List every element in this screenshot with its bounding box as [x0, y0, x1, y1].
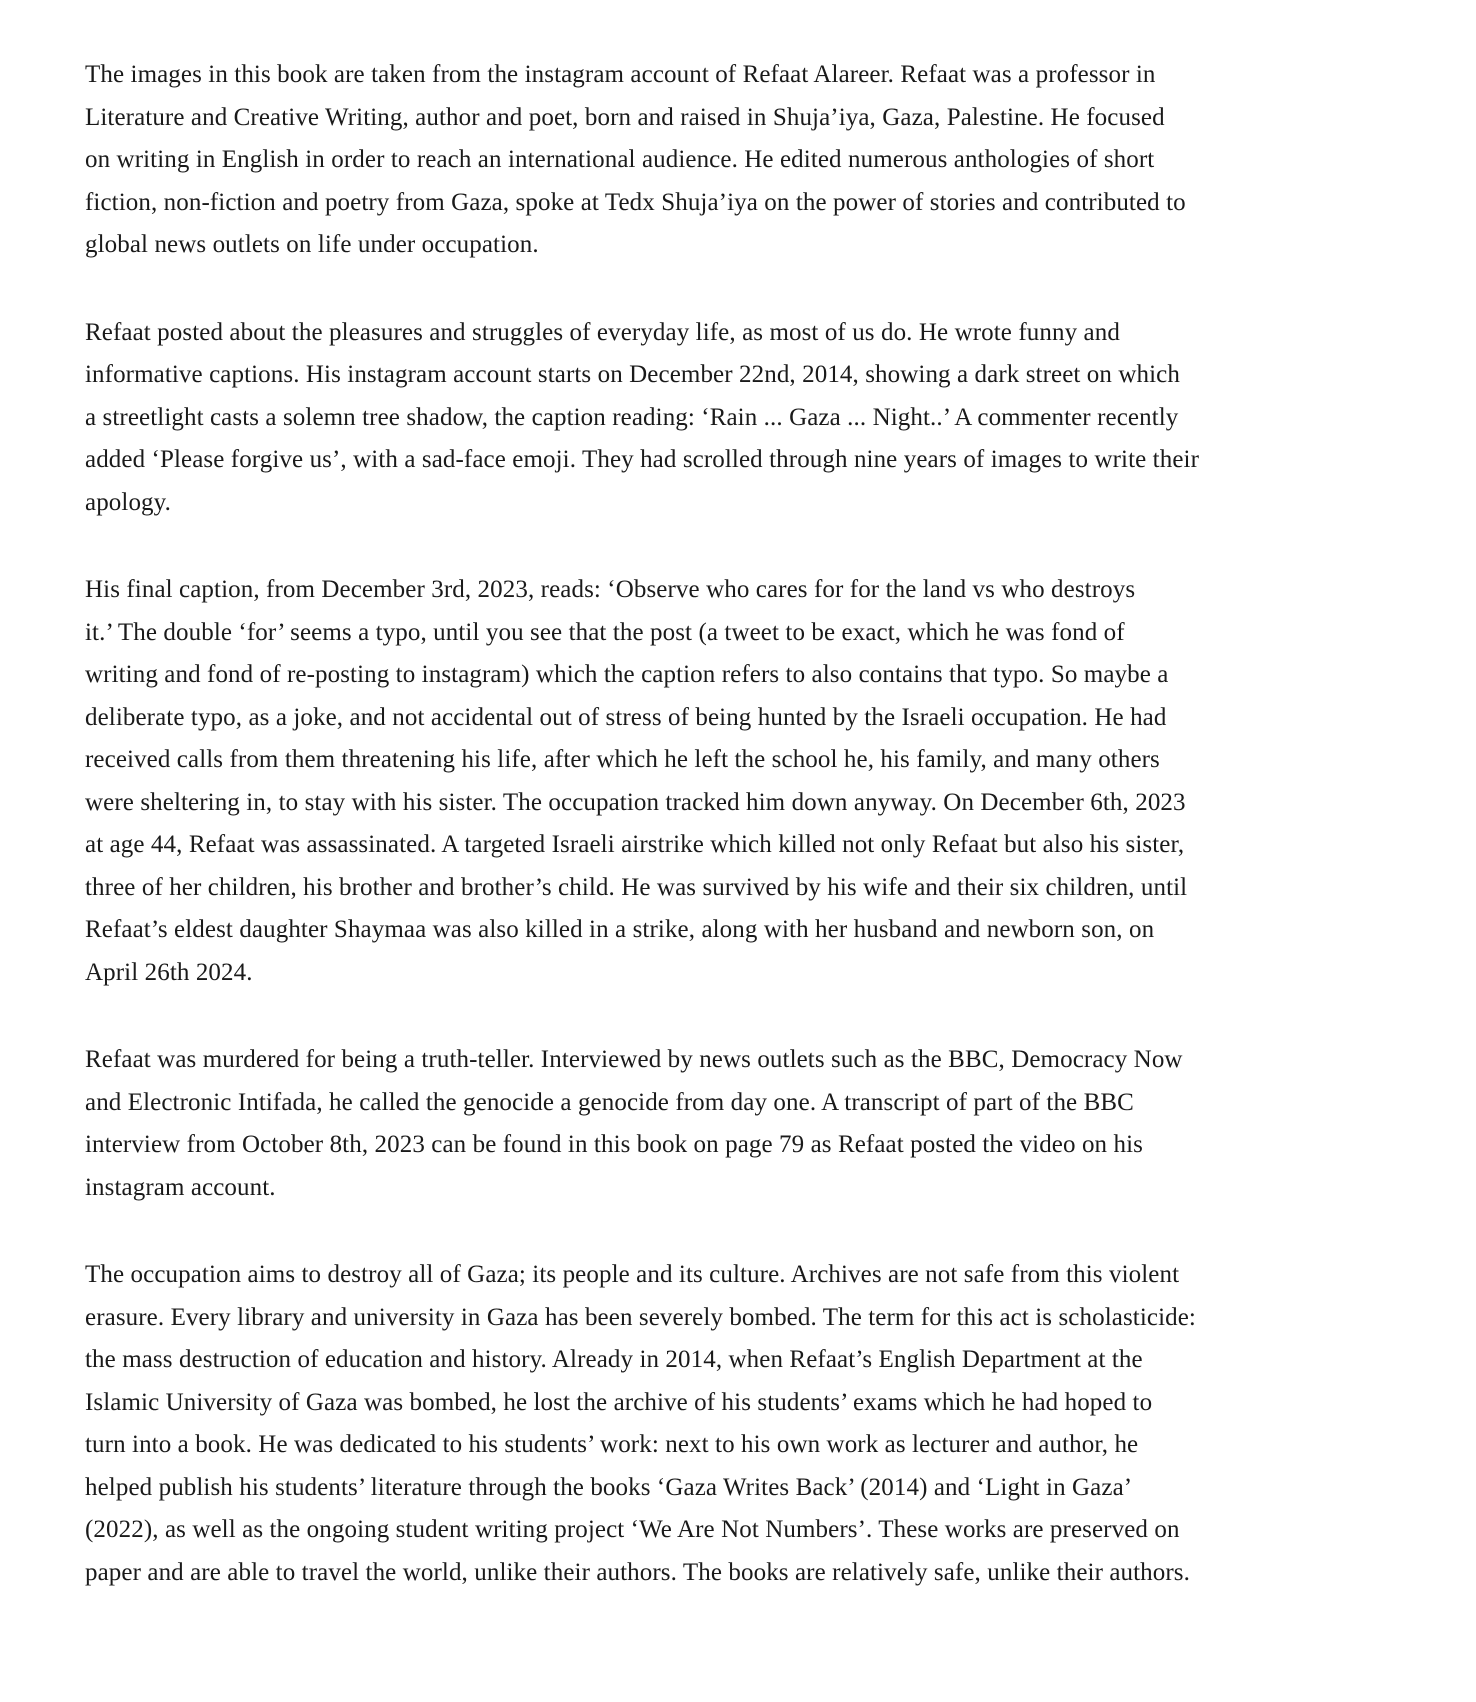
text-line: and Electronic Intifada, he called the genocide a genocide from day one. A transcript of part of the BBC [85, 1088, 1134, 1116]
text-line: erasure. Every library and university in Gaza has been severely bombed. The term for this act is scholasticide: [85, 1303, 1196, 1331]
text-line: turn into a book. He was dedicated to his students’ work: next to his own work as lecturer and author, he [85, 1431, 1139, 1458]
text-line: apology. [85, 488, 171, 516]
text-line: informative captions. His instagram account starts on December 22nd, 2014, showing a dark street on which [85, 361, 1180, 388]
text-line: The occupation aims to destroy all of Gaza; its people and its culture. Archives are not safe from this violent [85, 1261, 1180, 1288]
paragraph [85, 569, 1418, 994]
text-line: the mass destruction of education and history. Already in 2014, when Refaat’s English Department at the [85, 1346, 1143, 1373]
text-line: interview from October 8th, 2023 can be found in this book on page 79 as Refaat posted the video on his [85, 1131, 1143, 1158]
text-line: Refaat posted about the pleasures and struggles of everyday life, as most of us do. He wrote funny and [85, 318, 1120, 346]
text-line: on writing in English in order to reach an international audience. He edited numerous anthologies of short [85, 146, 1155, 173]
text-line: Literature and Creative Writing, author and poet, born and raised in Shuja’iya, Gaza, Palestine. He focused [85, 103, 1165, 131]
text-line: paper and are able to travel the world, unlike their authors. The books are relatively safe, unlike their authors. [85, 1558, 1190, 1586]
text-line: fiction, non-fiction and poetry from Gaza, spoke at Tedx Shuja’iya on the power of stories and contributed to [85, 188, 1186, 216]
text-line: at age 44, Refaat was assassinated. A targeted Israeli airstrike which killed not only Refaat but also his sister, [85, 831, 1185, 858]
text-line: instagram account. [85, 1173, 276, 1201]
text-line: April 26th 2024. [85, 958, 253, 986]
text-block [85, 54, 1418, 1594]
text-line: three of her children, his brother and brother’s child. He was survived by his wife and their six children, until [85, 873, 1188, 901]
text-line: it.’ The double ‘for’ seems a typo, until you see that the post (a tweet to be exact, which he was fond of [85, 618, 1125, 646]
text-line: writing and fond of re-posting to instagram) which the caption refers to also contains that typo. So maybe a [85, 661, 1169, 688]
text-line: His final caption, from December 3rd, 2023, reads: ‘Observe who cares for for the land vs who destroys [85, 576, 1136, 603]
paragraph [85, 1254, 1418, 1594]
text-line: Refaat’s eldest daughter Shaymaa was also killed in a strike, along with her husband and newborn son, on [85, 916, 1155, 943]
text-line: helped publish his students’ literature through the books ‘Gaza Writes Back’ (2014) and ‘Light in Gaza’ [85, 1473, 1133, 1501]
text-line: deliberate typo, as a joke, and not accidental out of stress of being hunted by the Israeli occupation. He had [85, 703, 1167, 731]
paragraph [85, 1039, 1418, 1209]
text-line: were sheltering in, to stay with his sister. The occupation tracked him down anyway. On December 6th, 2023 [85, 788, 1186, 816]
text-line: a streetlight casts a solemn tree shadow, the caption reading: ‘Rain ... Gaza ... Night..’ A commenter recently [85, 403, 1179, 431]
text-line: Islamic University of Gaza was bombed, he lost the archive of his students’ exams which he had hoped to [85, 1388, 1153, 1416]
text-line: (2022), as well as the ongoing student writing project ‘We Are Not Numbers’. These works are preserved on [85, 1516, 1180, 1543]
paragraph [85, 54, 1418, 267]
paragraph [85, 312, 1418, 525]
text-line: Refaat was murdered for being a truth-teller. Interviewed by news outlets such as the BBC, Democracy Now [85, 1046, 1183, 1073]
text-line: added ‘Please forgive us’, with a sad-face emoji. They had scrolled through nine years of images to write their [85, 446, 1199, 473]
text-line: received calls from them threatening his life, after which he left the school he, his family, and many others [85, 746, 1160, 773]
text-line: global news outlets on life under occupation. [85, 231, 539, 258]
text-line: The images in this book are taken from the instagram account of Refaat Alareer. Refaat was a professor in [85, 61, 1156, 88]
